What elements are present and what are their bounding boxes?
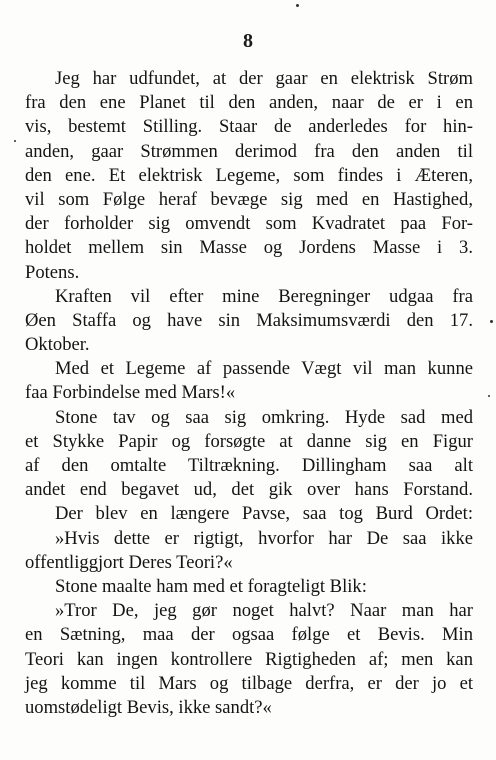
text-line: Potens. bbox=[25, 261, 80, 283]
text-line: Kraften vil efter mine Beregninger udgaa fra bbox=[55, 285, 473, 307]
text-line: vil som Følge heraf bevæge sig med en Hastighed, bbox=[25, 188, 473, 210]
text-line: jeg komme til Mars og tilbage derfra, er der jo et bbox=[25, 672, 473, 694]
text-line: anden, gaar Strømmen derimod fra den anden til bbox=[25, 140, 473, 162]
text-line: Der blev en længere Pavse, saa tog Burd Ordet: bbox=[55, 503, 473, 525]
page-number: 8 bbox=[243, 30, 253, 52]
text-line: fra den ene Planet til den anden, naar de er i en bbox=[25, 92, 473, 114]
text-line: der forholder sig omvendt som Kvadratet paa For- bbox=[25, 213, 473, 235]
text-line: offentliggjort Deres Teori?« bbox=[25, 551, 233, 573]
text-line: Stone maalte ham med et foragteligt Blik: bbox=[55, 575, 367, 597]
text-line: af den omtalte Tiltrækning. Dillingham saa alt bbox=[25, 455, 473, 476]
scan-speck bbox=[296, 4, 299, 7]
text-line: holdet mellem sin Masse og Jordens Masse i 3. bbox=[25, 237, 473, 259]
text-line: »Hvis dette er rigtigt, hvorfor har De saa ikke bbox=[55, 527, 473, 549]
text-line: Med et Legeme af passende Vægt vil man kunne bbox=[55, 358, 473, 380]
body-text bbox=[25, 67, 473, 720]
text-line: et Stykke Papir og forsøgte at danne sig en Figur bbox=[25, 430, 473, 452]
text-line: Jeg har udfundet, at der gaar en elektrisk Strøm bbox=[55, 68, 473, 89]
text-line: uomstødeligt Bevis, ikke sandt?« bbox=[25, 696, 272, 718]
text-line: den ene. Et elektrisk Legeme, som findes i Æteren, bbox=[25, 164, 473, 186]
scan-speck bbox=[14, 140, 16, 142]
text-line: Øen Staffa og have sin Maksimumsværdi den 17. bbox=[25, 309, 473, 331]
text-line: Stone tav og saa sig omkring. Hyde sad med bbox=[55, 406, 473, 428]
text-line: Teori kan ingen kontrollere Rigtigheden af; men kan bbox=[25, 648, 473, 670]
text-line: en Sætning, maa der ogsaa følge et Bevis. Min bbox=[25, 624, 473, 646]
scan-speck bbox=[488, 395, 490, 397]
text-line: »Tror De, jeg gør noget halvt? Naar man har bbox=[55, 600, 473, 622]
scan-speck bbox=[490, 320, 493, 323]
text-line: Oktober. bbox=[25, 334, 90, 356]
text-line: faa Forbindelse med Mars!« bbox=[25, 382, 236, 404]
text-line: andet end begavet ud, det gik over hans Forstand. bbox=[25, 479, 473, 501]
text-line: vis, bestemt Stilling. Staar de anderledes for hin- bbox=[25, 116, 473, 138]
